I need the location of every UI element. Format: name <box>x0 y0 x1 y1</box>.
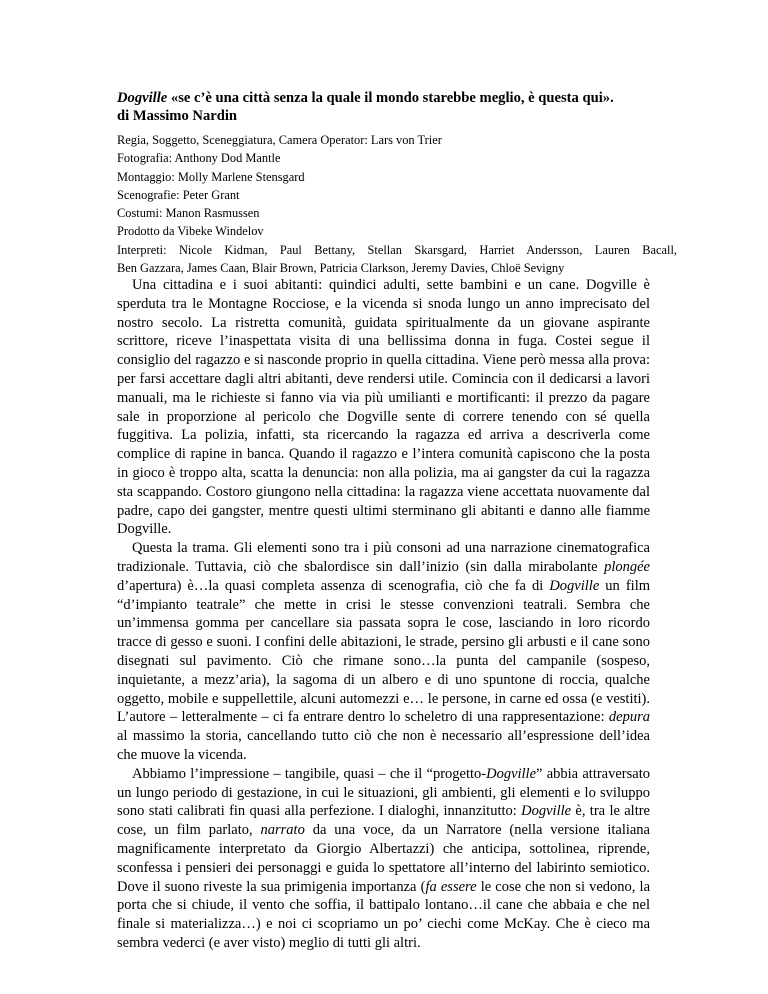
p3-italic-dogville-1: Dogville <box>486 765 537 782</box>
credit-line-editing: Montaggio: Molly Marlene Stensgard <box>117 169 305 184</box>
p2-text-b: d’apertura) è…la quasi completa assenza di scenografia, ciò che fa di <box>117 577 550 594</box>
p3-italic-narrato: narrato <box>260 822 305 839</box>
author-byline: di Massimo Nardin <box>117 108 238 124</box>
title-film-name: Dogville <box>117 90 168 106</box>
p3-italic-fa-essere: fa essere <box>425 878 477 895</box>
title-quote: «se c’è una città senza la quale il mondo starebbe meglio, è questa qui». <box>167 90 614 106</box>
film-credits <box>117 131 677 277</box>
credit-line-cast-1: Interpreti: Nicole Kidman, Paul Bettany, Stellan Skarsgard, Harriet Andersson, Lauren Bacall, <box>117 242 677 257</box>
p2-italic-plongee: plongée <box>604 558 650 575</box>
p2-italic-depura: depura <box>608 709 650 726</box>
p3-text-a: Abbiamo l’impressione – tangibile, quasi – che il “progetto- <box>132 765 487 782</box>
p3-text-c: è, tra le altre cose, un film parlato, <box>117 803 650 839</box>
p3-text-d: da una voce, da un Narratore (nella versione italiana magnificamente interpretato da Giorgio Albertazzi) che anticipa, sottolinea, riprende, sconfessa i pensieri dei personaggi e guida lo spettatore all’interno del labirinto semiotico. Dove il suono riveste la sua primigenia importanza ( <box>117 822 650 895</box>
p2-text-c: un film “d’impianto teatrale” che mette in crisi le stesse convenzioni teatrali. Sembra che un’immensa gomma per cancellare sia passata sopra le cose, lasciando in loro ricordo tracce di gesso e suoni. I confini delle abitazioni, le strade, persino gli arbusti e il cane sono disegnati sul pavimento. Ciò che rimane sono…la punta del campanile (sospeso, inquietante, a mezz’aria), la sagoma di un albero e di uno spuntone di roccia, qualche oggetto, mobile e suppellettile, alcuni automezzi e… le persone, in carne ed ossa (e vestiti). L’autore – letteralmente – ci fa entrare dentro lo scheletro di una rappresentazione: <box>117 577 650 726</box>
credit-line-photography: Fotografia: Anthony Dod Mantle <box>117 151 281 166</box>
credit-line-cast-2: Ben Gazzara, James Caan, Blair Brown, Patricia Clarkson, Jeremy Davies, Chloë Sevigny <box>117 261 565 276</box>
p3-text-b: ” abbia attraversato un lungo periodo di gestazione, in cui le situazioni, gli ambienti, gli elementi e lo sviluppo sono stati calibrati fin quasi alla perfezione. I dialoghi, innanzitutto: <box>117 765 650 820</box>
article-title <box>117 89 677 125</box>
credit-line-sets: Scenografie: Peter Grant <box>117 187 240 202</box>
paragraph-plot-text: Una cittadina e i suoi abitanti: quindici adulti, sette bambini e un cane. Dogville è sperduta tra le Montagne Rocciose, e la vicenda si snoda lungo un anno imprecisato del nostro secolo. La ristretta comunità, guidata spiritualmente da un giovane aspirante scrittore, riceve l’inaspettata visita di una bellissima donna in fuga. Costei segue il consiglio del ragazzo e si nasconde proprio in quella cittadina. Viene però messa alla prova: per farsi accettare dagli altri abitanti, deve rendersi utile. Comincia con il dedicarsi a lavori manuali, ma le richieste si fanno via via più umilianti e mortificanti: il prezzo da pagare sale in proporzione al pericolo che Dogville sente di correre tenendo con sé quella fuggitiva. La polizia, infatti, sta ricercando la ragazza ed arriva a descriverla come complice di rapine in banca. Quando il ragazzo e l’intera comunità capiscono che la posta in gioco è troppo alta, scatta la denuncia: non alla polizia, ma ai gangster da cui la ragazza sta scappando. Costoro giungono nella cittadina: la ragazza viene accettata nuovamente dal padre, capo dei gangster, mentre questi ultimi sterminano gli abitanti e danno alle fiamme Dogville. <box>117 277 650 538</box>
p2-text-a: Questa la trama. Gli elementi sono tra i più consoni ad una narrazione cinematografica tradizionale. Tuttavia, ciò che sbalordisce sin dall’inizio (sin dalla mirabolante <box>117 540 650 575</box>
article-body <box>117 276 650 953</box>
p2-text-d: al massimo la storia, cancellando tutto ciò che non è necessario all’espressione dell’idea che muove la vicenda. <box>117 728 650 763</box>
paragraph-plot <box>117 276 650 539</box>
paragraph-narration <box>117 765 650 953</box>
paragraph-staging <box>117 539 650 765</box>
p2-italic-dogville: Dogville <box>549 577 600 594</box>
p3-italic-dogville-2: Dogville <box>521 803 572 820</box>
credit-line-direction: Regia, Soggetto, Sceneggiatura, Camera Operator: Lars von Trier <box>117 133 442 147</box>
credit-line-producer: Prodotto da Vibeke Windelov <box>117 224 264 239</box>
p3-text-e: le cose che non si vedono, la porta che si chiude, il vento che soffia, il battipalo lontano…il cane che abbaia e che nel finale si materializza…) e noi ci scopriamo un po’ ciechi come McKay. Che è cieco ma sembra vederci (e aver visto) meglio di tutti gli altri. <box>117 878 651 951</box>
credit-line-costumes: Costumi: Manon Rasmussen <box>117 206 260 221</box>
